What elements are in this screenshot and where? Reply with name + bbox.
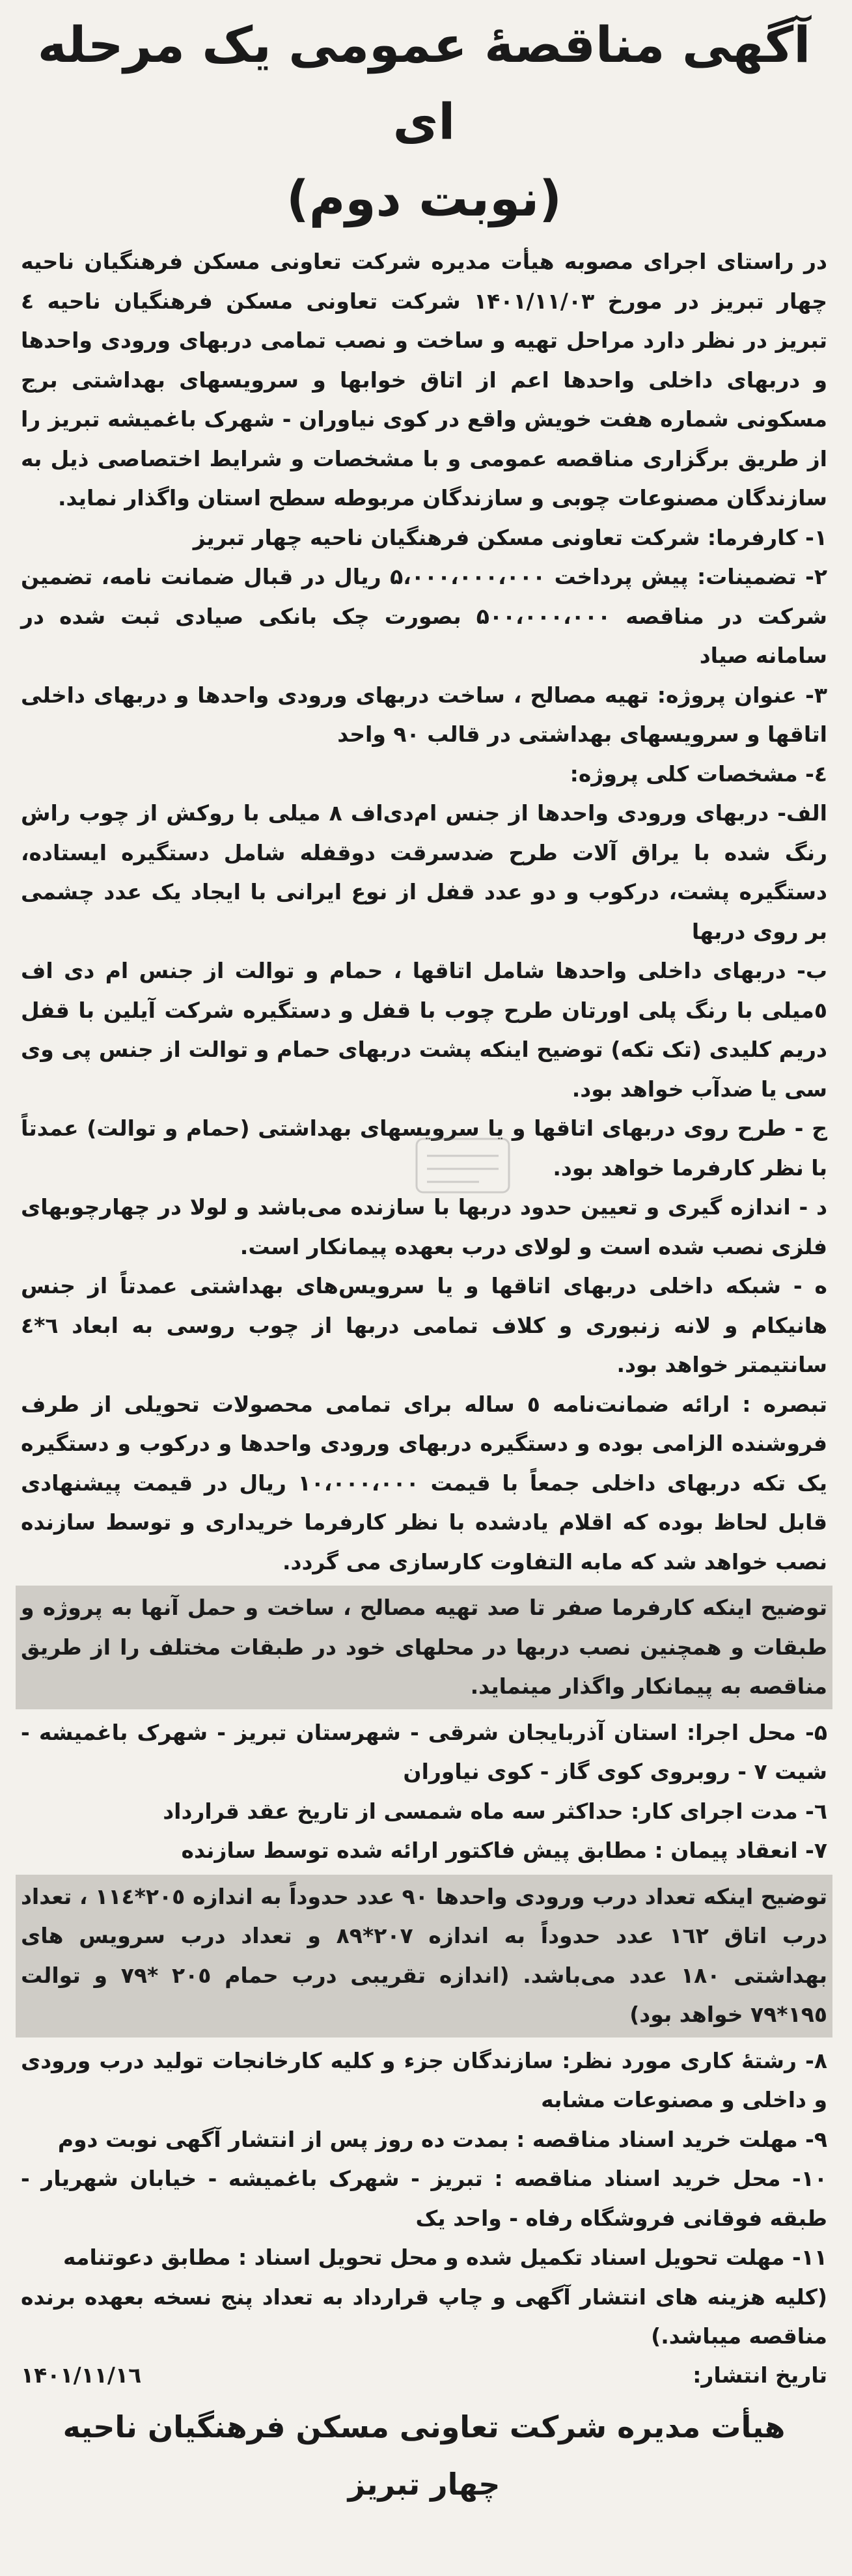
note-warranty: تبصره : ارائه ضمانت‌نامه ٥ ساله برای تمامی محصولات تحویلی از طرف فروشنده الزامی بوده و دستگیره دربهای ورودی واحدها و درکوب و دستگیره یک تکه دربهای داخلی جمعاً با قیمت ۱۰،۰۰۰،۰۰۰ ریال در قیمت پیشنهادی قابل لحاظ بوده که اقلام یادشده با نظر کارفرما خریداری و توسط سازنده نصب خواهد شد که مابه التفاوت کارسازی می گردد. [21,1391,827,1575]
spec-b: ب- دربهای داخلی واحدها شامل اتاقها ، حمام و توالت از جنس ام دی اف ٥میلی با رنگ پلی اورتان طرح چوب با قفل و دستگیره شرکت آیلین با قفل دریم کلیدی (تک تکه) توضیح اینکه پشت دربهای حمام و توالت از جنس پی وی سی یا ضدآب خواهد بود. [21,958,827,1102]
publish-date: ۱۴۰۱/۱۱/۱٦ [21,2362,142,2388]
item-duration: ٦- مدت اجرای کار: حداکثر سه ماه شمسی از تاریخ عقد قرارداد [163,1798,827,1824]
item-location: ۵- محل اجرا: استان آذربایجان شرقی - شهرستان تبریز - شهرک باغمیشه - شیت ۷ - روبروی کوی گاز - کوی نیاوران [21,1719,827,1784]
note-quantities-box [16,1875,832,2037]
item-purchase-place: ۱۰- محل خرید اسناد مناقصه : تبریز - شهرک باغمیشه - خیابان شهریار - طبقه فوقانی فروشگاه رفاه - واحد یک [21,2166,827,2231]
publish-label: تاریخ انتشار: [693,2362,827,2388]
item-costs: (کلیه هزینه های انتشار آگهی و چاپ قرارداد به تعداد پنج نسخه بعهده برنده مناقصه میباشد.) [21,2284,827,2349]
ad-title: آگهی مناقصهٔ عمومی یک مرحله ای [37,16,811,150]
item-delivery: ۱۱- مهلت تحویل اسناد تکمیل شده و محل تحویل اسناد : مطابق دعوتنامه [63,2245,827,2270]
signature-line-2: چهار تبریز [348,2466,501,2502]
signature-block [21,2398,827,2513]
spec-a: الف- دربهای ورودی واحدها از جنس ام‌دی‌اف ۸ میلی با روکش از چوب راش رنگ شده با یراق آلات طرح ضدسرقت دوقفله شامل دستگیره ایستاده، دستگیره پشت، درکوب و دو عدد قفل از نوع ایرانی با ایجاد یک عدد چشمی بر روی دربها [21,800,827,944]
item-employer: ۱- کارفرما: شرکت تعاونی مسکن فرهنگیان ناحیه چهار تبریز [193,524,827,550]
watermark-stamp-icon [414,1136,512,1195]
note-employer-box [16,1586,832,1709]
item-purchase-deadline: ۹- مهلت خرید اسناد مناقصه : بمدت ده روز پس از انتشار آگهی نوبت دوم [57,2126,827,2152]
item-project-title: ۳- عنوان پروژه: تهیه مصالح ، ساخت دربهای ورودی واحدها و دربهای داخلی اتاقها و سرویسهای بهداشتی در قالب ۹۰ واحد [21,682,827,747]
item-specs-heading: ٤- مشخصات کلی پروژه: [570,761,827,787]
note-employer-text: توضیح اینکه کارفرما صفر تا صد تهیه مصالح ، ساخت و حمل آنها به پروژه و طبقات و همچنین نصب دربها در محلهای خود در طبقات مختلف را از طریق مناقصه به پیمانکار واگذار مینماید. [21,1595,827,1699]
ad-subtitle: (نوبت دوم) [286,169,562,227]
note-quantities-text: توضیح اینکه تعداد درب ورودی واحدها ۹۰ عدد حدوداً به اندازه ۲۰٥*۱۱٤ ، تعداد درب اتاق ۱٦۲ عدد حدوداً به اندازه ۲۰۷*۸۹ و تعداد درب سرویس های بهداشتی ۱۸۰ عدد می‌باشد. (اندازه تقریبی درب حمام ۲۰٥ *۷۹ و توالت ۱۹٥*۷۹ خواهد بود) [21,1883,828,2027]
item-contract: ۷- انعقاد پیمان : مطابق پیش فاکتور ارائه شده توسط سازنده [181,1838,827,1863]
publish-line [21,2357,827,2394]
item-guarantees: ۲- تضمینات: پیش پرداخت ۵،۰۰۰،۰۰۰،۰۰۰ ریال در قبال ضمانت نامه، تضمین شرکت در مناقصه ۵۰۰،۰۰۰،۰۰۰ بصورت چک بانکی صیادی ثبت شده در سامانه صیاد [21,564,828,668]
spec-e: ه - شبکه داخلی دربهای اتاقها و یا سرویس‌های بهداشتی عمدتاً از جنس هانیکام و لانه زنبوری و کلاف تمامی دربها از چوب روسی به ابعاد ٦*٤ سانتیمتر خواهد بود. [21,1273,827,1377]
spec-c: ج - طرح روی دربهای اتاقها و یا سرویسهای بهداشتی (حمام و توالت) عمدتاً با نظر کارفرما خواهد بود. [21,1115,827,1181]
intro-paragraph: در راستای اجرای مصوبه هیأت مدیره شرکت تعاونی مسکن فرهنگیان ناحیه چهار تبریز در مورخ ۱۴۰۱/۱۱/۰۳ شرکت تعاونی مسکن فرهنگیان ناحیه ٤ تبریز در نظر دارد مراحل تهیه و ساخت و نصب تمامی دربهای ورودی واحدها و دربهای داخلی واحدها اعم از اتاق خوابها و سرویسهای بهداشتی برج مسکونی شماره هفت خویش واقع در کوی نیاوران - شهرک باغمیشه تبریز را از طریق برگزاری مناقصه عمومی و با مشخصات و شرایط اختصاصی ذیل به سازندگان مصنوعات چوبی و سازندگان مربوطه سطح استان واگذار نماید. [21,249,827,511]
signature-line-1: هیأت مدیره شرکت تعاونی مسکن فرهنگیان ناحیه [62,2409,786,2444]
item-field: ۸- رشتهٔ کاری مورد نظر: سازندگان جزء و کلیه کارخانجات تولید درب ورودی و داخلی و مصنوعات مشابه [21,2047,827,2112]
spec-d: د - اندازه گیری و تعیین حدود دربها با سازنده می‌باشد و لولا در چهارچوبهای فلزی نصب شده است و لولای درب بعهده پیمانکار است. [21,1194,827,1259]
